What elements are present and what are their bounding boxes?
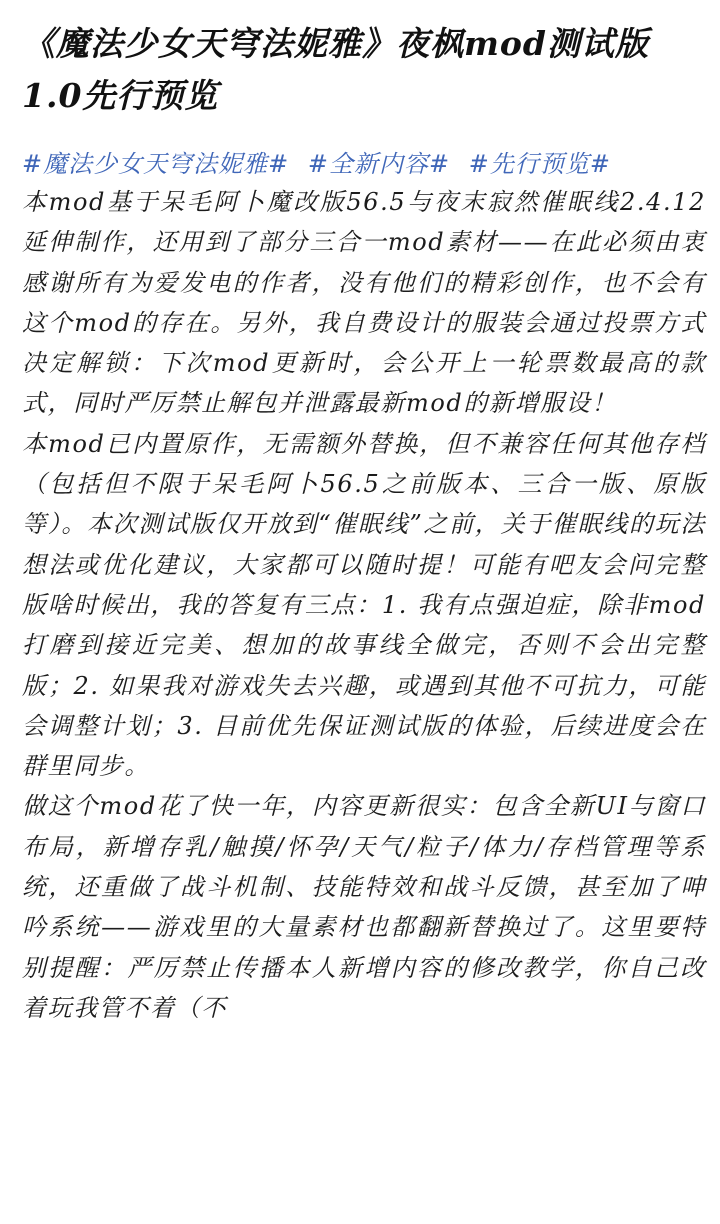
article-paragraph-compat: 本mod已内置原作，无需额外替换，但不兼容任何其他存档（包括但不限于呆毛阿卜56.5之前版本、三合一版、原版等）。本次测试版仅开放到“催眠线”之前，关于催眠线的玩法想法或优化建议，大家都可以随时提！可能有吧友会问完整版啥时候出，我的答复有三点：1. 我有点强迫症，除非mod打磨到接近完美、想加的故事线全做完，否则不会出完整版；2. 如果我对游戏失去兴趣，或遇到其他不可抗力，可能会调整计划；3. 目前优先保证测试版的体验，后续进度会在群里同步。 (22, 429, 706, 781)
topic-tags (22, 146, 706, 182)
topic-tag-fanya[interactable]: #魔法少女天穹法妮雅# (22, 150, 290, 178)
topic-tag-preview[interactable]: #先行预览# (468, 150, 611, 178)
article-paragraph-intro: 本mod基于呆毛阿卜魔改版56.5与夜末寂然催眠线2.4.12延伸制作，还用到了部分三合一mod素材——在此必须由衷感谢所有为爱发电的作者，没有他们的精彩创作，也不会有这个mod的存在。另外，我自费设计的服装会通过投票方式决定解锁：下次mod更新时，会公开上一轮票数最高的款式，同时严厉禁止解包并泄露最新mod的新增服设！ (22, 188, 706, 418)
topic-tag-new-content[interactable]: #全新内容# (307, 150, 451, 178)
article-title: 《魔法少女天穹法妮雅》夜枫mod测试版1.0先行预览 (22, 24, 650, 115)
article-paragraph-features: 做这个mod花了快一年，内容更新很实：包含全新UI与窗口布局，新增存乳/触摸/怀孕/天气/粒子/体力/存档管理等系统，还重做了战斗机制、技能特效和战斗反馈，甚至加了呻吟系统——游戏里的大量素材也都翻新替换过了。这里要特别提醒：严厉禁止传播本人新增内容的修改教学，你自己改着玩我管不着（不 (22, 792, 706, 1022)
